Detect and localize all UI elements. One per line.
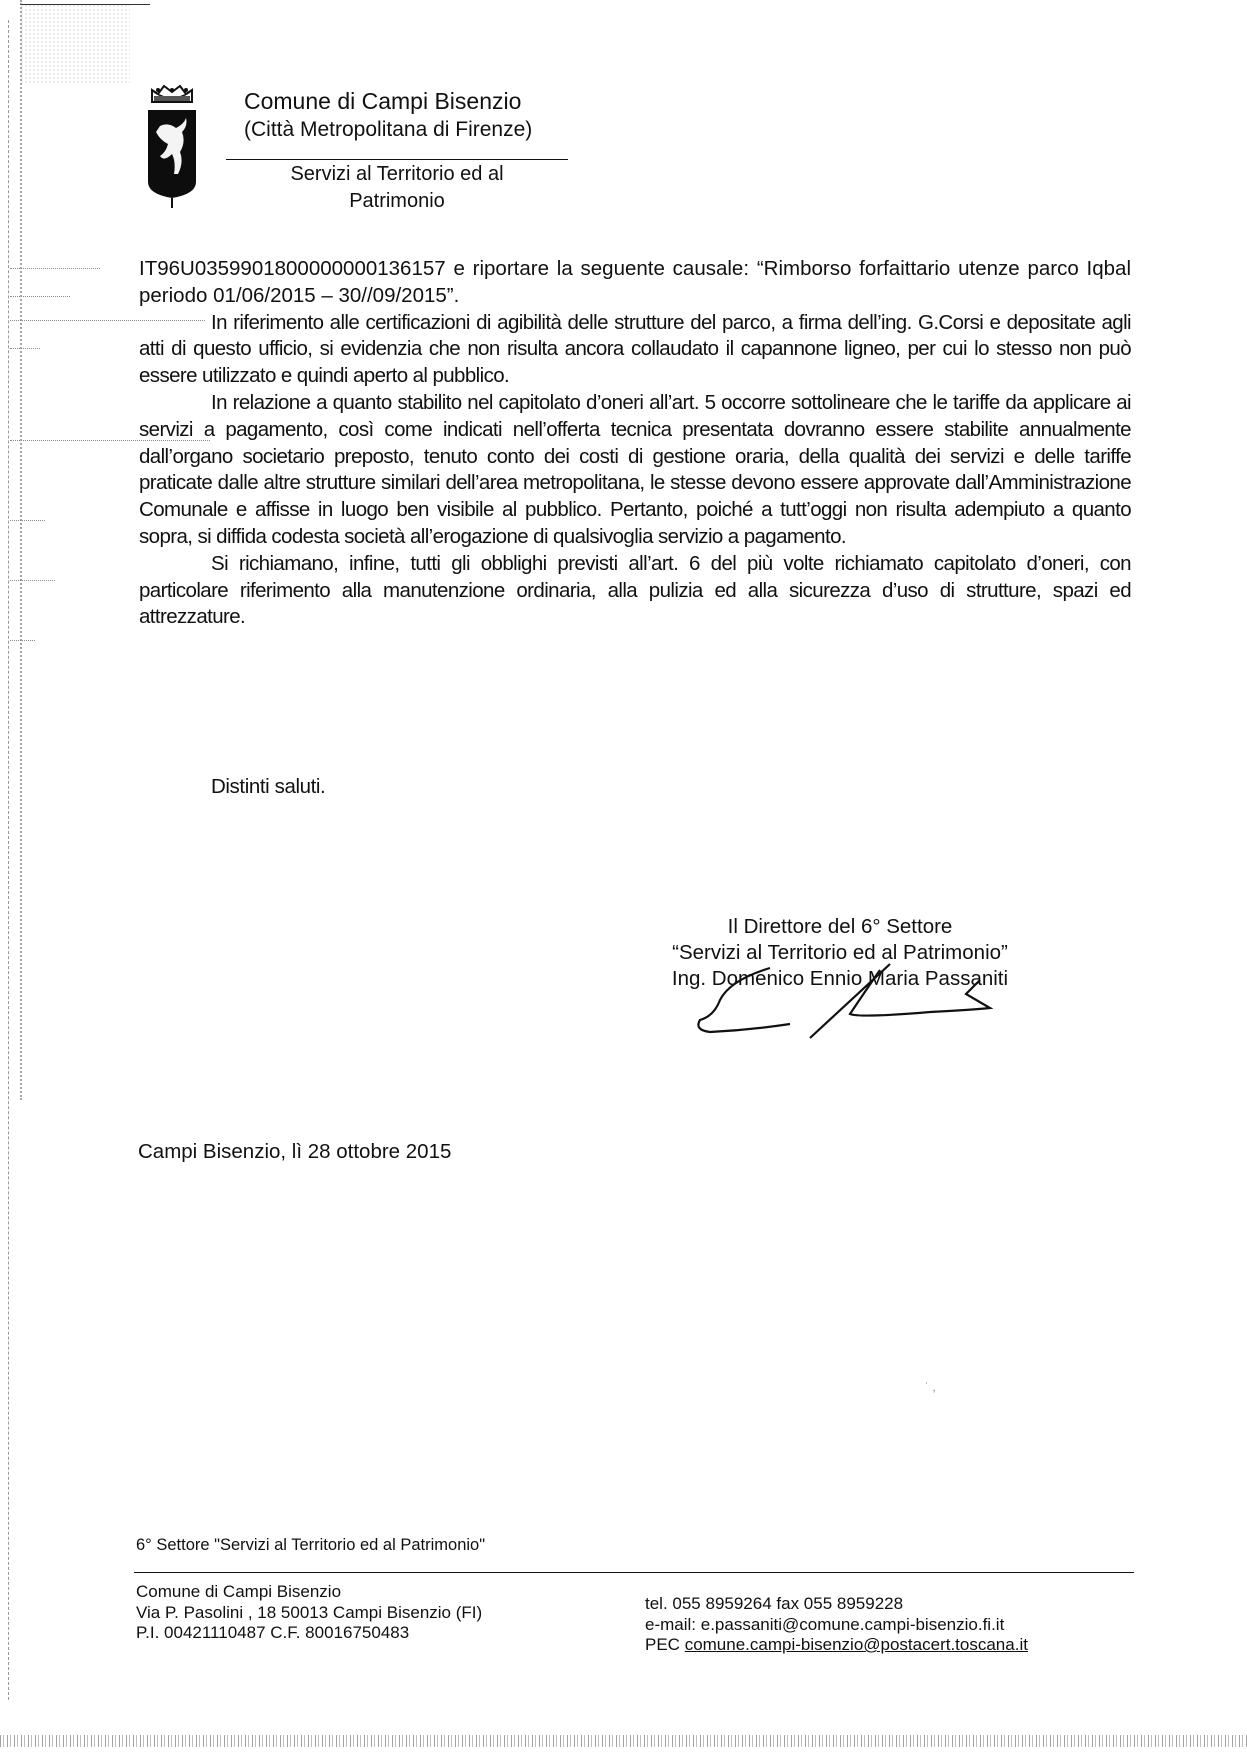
scan-edge-top — [20, 4, 150, 5]
footer-address — [136, 1582, 482, 1644]
scan-margin-mark — [10, 640, 35, 642]
footer-org-name: Comune di Campi Bisenzio — [136, 1582, 342, 1601]
department-name-line1: Servizi al Territorio ed al — [290, 163, 504, 185]
footer-street: Via P. Pasolini , 18 50013 Campi Bisenzio (FI) — [136, 1602, 483, 1622]
scan-speck: ˙ , — [925, 1380, 936, 1394]
scan-edge-left-inner — [20, 0, 23, 1100]
tariffs-paragraph: In relazione a quanto stabilito nel capitolato d’oneri all’art. 5 occorre sottolineare che le tariffe da applicare ai servizi a pagamento, così come indicati nell’offerta tecnica presentata dovranno essere stabilite annualmente dall’organo societario preposto, tenuto conto dei costi di gestione oraria, della qualità dei servizi e delle tariffe praticate dalle altre strutture similari dell’area metropolitana, le stesse devono essere approvate dall’Amministrazione Comunale e affisse in luogo ben visibile al pubblico. Pertanto, poiché a tutt’oggi non risulta adempiuto a quanto sopra, si diffida codesta società all’erogazione di qualsivoglia servizio a pagamento. — [139, 390, 1131, 548]
scan-noise-top-left — [20, 4, 130, 84]
scan-margin-mark — [10, 520, 45, 522]
email-link[interactable]: e.passaniti@comune.campi-bisenzio.fi.it — [700, 1614, 1005, 1634]
email-label: e-mail: — [645, 1614, 701, 1634]
agibility-paragraph: In riferimento alle certificazioni di agibilità delle strutture del parco, a firma dell’ing. G.Corsi e depositate agli atti di questo ufficio, si evidenzia che non risulta ancora collaudato il capannone ligneo, per cui lo stesso non può essere utilizzato e quindi aperto al pubblico. — [139, 310, 1131, 388]
scan-margin-mark — [10, 580, 55, 582]
footer-tax-ids: P.I. 00421110487 C.F. 80016750483 — [136, 1623, 410, 1642]
scan-margin-mark — [10, 268, 100, 270]
footer-sector-name: 6° Settore "Servizi al Territorio ed al Patrimonio" — [136, 1536, 486, 1554]
pec-link[interactable]: comune.campi-bisenzio@postacert.toscana.it — [684, 1635, 1028, 1654]
organization-subtitle: (Città Metropolitana di Firenze) — [244, 118, 533, 141]
signatory-department: “Servizi al Territorio ed al Patrimonio” — [672, 941, 1008, 964]
scan-edge-bottom — [0, 1735, 1247, 1747]
handwritten-signature-icon — [690, 960, 1010, 1040]
footer-phone-fax: tel. 055 8959264 fax 055 8959228 — [645, 1594, 904, 1613]
footer-contacts — [645, 1594, 1028, 1656]
closing-greeting: Distinti saluti. — [211, 775, 326, 798]
signatory-title: Il Direttore del 6° Settore — [727, 915, 953, 938]
header-divider — [226, 159, 568, 160]
scan-edge-left — [8, 20, 10, 1700]
letter-body — [139, 256, 1131, 631]
footer-divider — [134, 1572, 1134, 1573]
obligations-paragraph: Si richiamano, infine, tutti gli obblighi previsti all’art. 6 del più volte richiamato capitolato d’oneri, con particolare riferimento alla manutenzione ordinaria, alla pulizia ed alla sicurezza d’uso di strutture, spazi ed attrezzature. — [139, 551, 1131, 629]
place-and-date: Campi Bisenzio, lì 28 ottobre 2015 — [138, 1140, 452, 1163]
scan-margin-mark — [10, 296, 70, 298]
municipal-coat-of-arms-icon — [146, 82, 198, 208]
footer-pec-line — [645, 1635, 1028, 1656]
scan-margin-mark — [10, 348, 40, 350]
signatory-name: Ing. Domenico Ennio Maria Passaniti — [671, 967, 1009, 990]
department-name-line2: Patrimonio — [349, 190, 445, 212]
payment-reference-paragraph: IT96U0359901800000000136157 e riportare la seguente causale: “Rimborso forfaittario utenze parco Iqbal periodo 01/06/2015 – 30//09/2015”. — [139, 257, 1131, 307]
footer-email-line — [645, 1615, 1028, 1636]
organization-name: Comune di Campi Bisenzio — [244, 88, 522, 114]
pec-label: PEC — [645, 1635, 685, 1654]
